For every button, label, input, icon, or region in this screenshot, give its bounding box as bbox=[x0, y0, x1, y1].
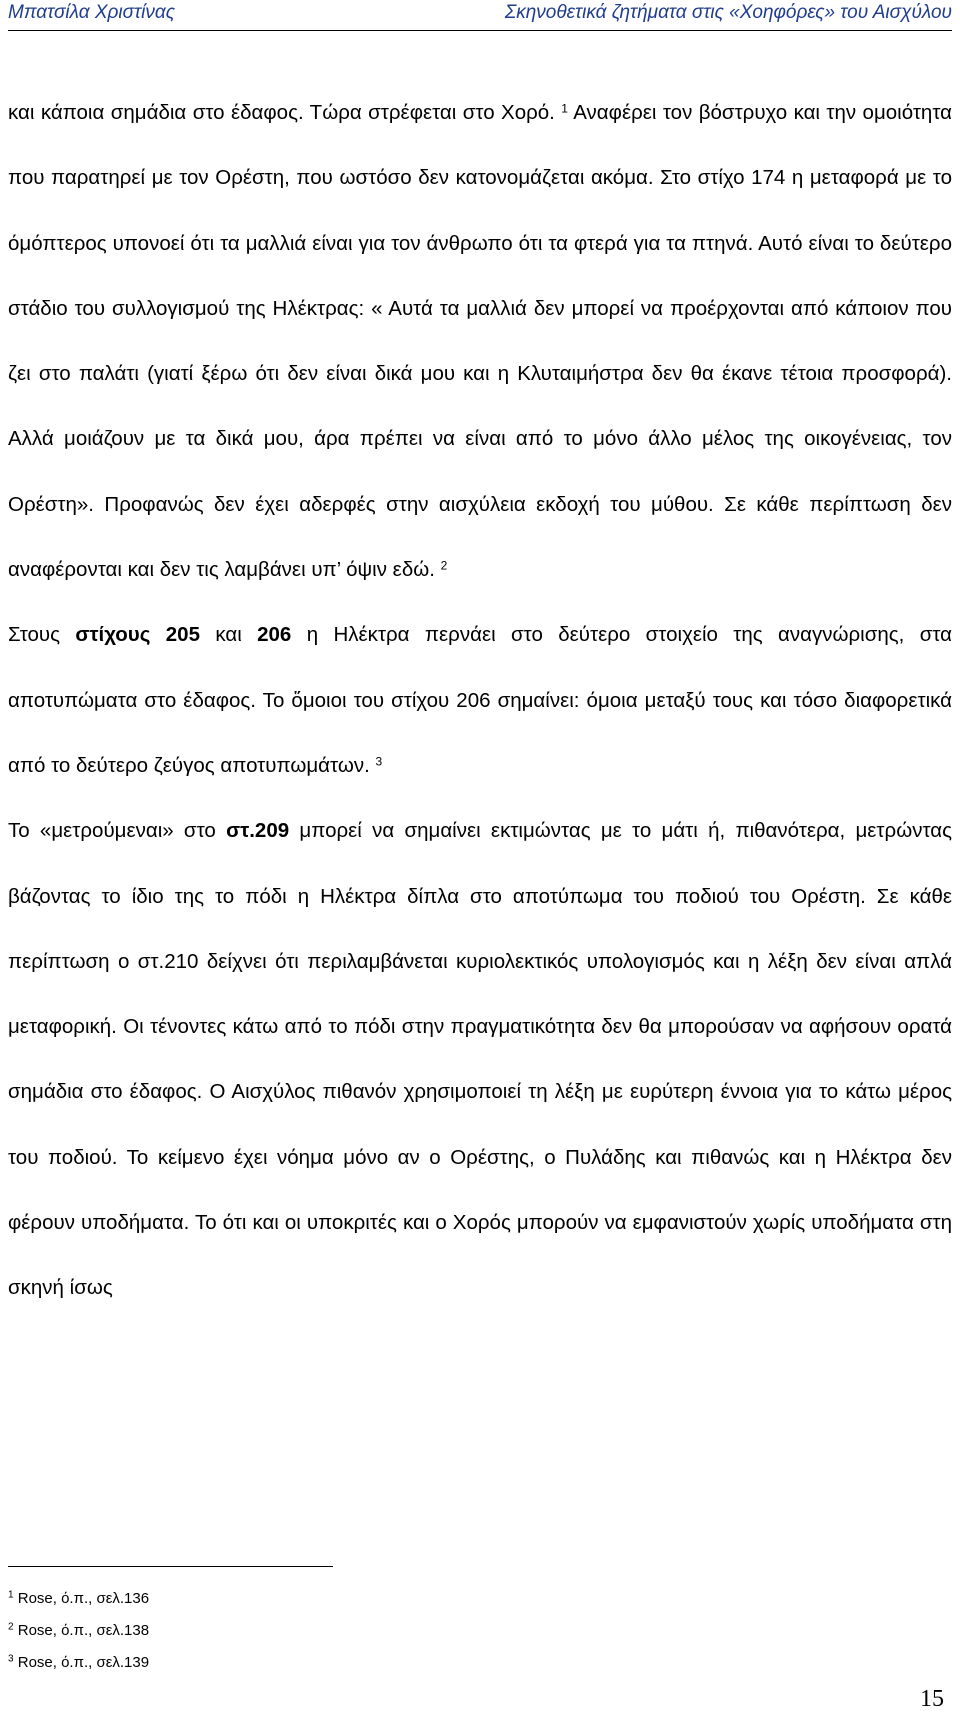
footnote-mark: 2 bbox=[8, 1621, 14, 1633]
header-chapter-title: Σκηνοθετικά ζητήματα στις «Χοηφόρες» του Αισχύλου bbox=[504, 2, 952, 23]
footnotes bbox=[8, 1583, 149, 1679]
footnote-ref-1[interactable]: 1 bbox=[561, 101, 568, 116]
main-text bbox=[8, 80, 952, 1321]
footnote-text: Rose, ό.π., σελ.139 bbox=[13, 1654, 150, 1671]
paragraph-1 bbox=[8, 80, 952, 602]
paragraph-2-text-a: Στους bbox=[8, 623, 76, 647]
footnote-ref-2[interactable]: 2 bbox=[440, 558, 448, 573]
paragraph-2-bold-verses: στίχους 205 bbox=[75, 623, 200, 647]
footnote-item bbox=[8, 1583, 149, 1615]
header-author: Μπατσίλα Χριστίνας bbox=[8, 2, 175, 23]
footnote-mark: 3 bbox=[8, 1653, 14, 1665]
paragraph-3-text-c: μπορεί να σημαίνει εκτιμώντας με το μάτι ή, πιθανότερα, μετρώντας βάζοντας το ίδιο της το πόδι η Ηλέκτρα δίπλα στο αποτύπωμα του ποδιού του Ορέστη. Σε κάθε περίπτωση ο στ.210 δείχνει ότι περιλαμβάνεται κυριολεκτικός υπολογισμός και η λέξη δεν είναι απλά μεταφορική. Οι τένοντες κάτω από το πόδι στην πραγματικότητα δεν θα μπορούσαν να αφήσουν ορατά σημάδια στο έδαφος. Ο Αισχύλος πιθανόν χρησιμοποιεί τη λέξη με ευρύτερη έννοια για το κάτω μέρος του ποδιού. Το κείμενο έχει νόημα μόνο αν ο Ορέστης, ο Πυλάδης και πιθανώς και η Ηλέκτρα δεν φέρουν υποδήματα. Το ότι και οι υποκριτές και ο Χορός μπορούν να εμφανιστούν χωρίς υποδήματα στη σκηνή ίσως bbox=[8, 819, 952, 1300]
page-number: 15 bbox=[920, 1686, 944, 1712]
paragraph-1-text-a: και κάποια σημάδια στο έδαφος. Τώρα στρέφεται στο Χορό. bbox=[8, 101, 562, 124]
footnote-text: Rose, ό.π., σελ.138 bbox=[13, 1622, 150, 1639]
footnote-ref-3[interactable]: 3 bbox=[375, 754, 383, 769]
paragraph-3-text-a: Το «μετρούμεναι» στο bbox=[8, 819, 227, 843]
footnote-separator bbox=[8, 1566, 333, 1567]
running-header bbox=[8, 0, 952, 31]
paragraph-2-text-c: και bbox=[199, 623, 258, 647]
footnote-item bbox=[8, 1615, 149, 1647]
footnote-text: Rose, ό.π., σελ.136 bbox=[13, 1590, 150, 1607]
paragraph-3 bbox=[8, 798, 952, 1320]
paragraph-3-bold-verse-209: στ.209 bbox=[226, 819, 290, 843]
footnote-item bbox=[8, 1647, 149, 1679]
paragraph-1-text-b: Αναφέρει τον βόστρυχο και την ομοιότητα που παρατηρεί με τον Ορέστη, που ωστόσο δεν κατονομάζεται ακόμα. Στο στίχο 174 η μεταφορά με το όμόπτερος υπονοεί ότι τα μαλλιά είναι για τον άνθρωπο ότι τα φτερά για τα πτηνά. Αυτό είναι το δεύτερο στάδιο του συλλογισμού της Ηλέκτρας: « Αυτά τα μαλλιά δεν μπορεί να προέρχονται από κάποιον που ζει στο παλάτι (γιατί ξέρω ότι δεν είναι δικά μου και η Κλυταιμήστρα δεν θα έκανε τέτοια προσφορά). Αλλά μοιάζουν με τα δικά μου, άρα πρέπει να είναι από το μόνο άλλο μέλος της οικογένειας, τον Ορέστη». Προφανώς δεν έχει αδερφές στην αισχύλεια εκδοχή του μύθου. Σε κάθε περίπτωση δεν αναφέρονται και δεν τις λαμβάνει υπ’ όψιν εδώ. bbox=[8, 101, 952, 582]
footnote-mark: 1 bbox=[8, 1589, 14, 1601]
paragraph-2-bold-verse-206: 206 bbox=[257, 623, 292, 647]
paragraph-2 bbox=[8, 602, 952, 798]
paragraph-2-text-d: η Ηλέκτρα περνάει στο δεύτερο στοιχείο της αναγνώρισης, στα αποτυπώματα στο έδαφος. Το ὅμοιοι του στίχου 206 σημαίνει: όμοια μεταξύ τους και τόσο διαφορετικά από το δεύτερο ζεύγος αποτυπωμάτων. bbox=[8, 623, 953, 777]
